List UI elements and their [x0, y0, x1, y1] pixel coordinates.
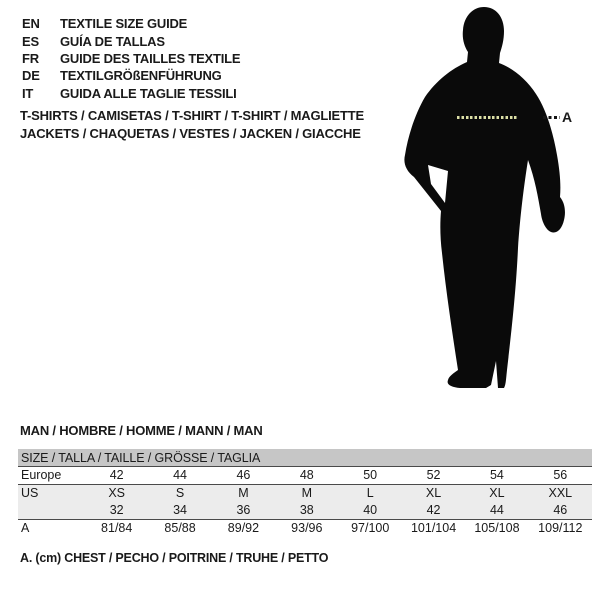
table-cell: 81/84 — [101, 521, 133, 536]
language-code: DE — [22, 68, 40, 84]
size-table — [18, 449, 592, 537]
language-list — [22, 15, 240, 102]
table-cell: 42 — [109, 468, 124, 483]
language-row-en — [22, 15, 240, 32]
chest-measure-dash-inner — [457, 116, 517, 119]
table-cell: 85/88 — [164, 521, 196, 536]
language-code: FR — [22, 50, 39, 66]
table-cell: 46 — [553, 503, 568, 518]
table-cell: XXL — [548, 486, 573, 501]
row-label: Europe — [21, 468, 62, 483]
table-cell: 36 — [236, 503, 251, 518]
table-cell: 46 — [236, 468, 251, 483]
language-row-it — [22, 85, 240, 102]
table-cell: 50 — [363, 468, 378, 483]
table-cell: 38 — [299, 503, 314, 518]
table-row-europe — [18, 467, 592, 485]
language-title: GUIDE DES TAILLES TEXTILE — [60, 50, 241, 66]
table-row-us — [18, 485, 592, 503]
language-code: ES — [22, 33, 39, 49]
table-cell: L — [366, 486, 374, 501]
table-cell: 34 — [173, 503, 188, 518]
table-cell: 56 — [553, 468, 568, 483]
language-title: GUIDA ALLE TAGLIE TESSILI — [60, 85, 237, 101]
man-silhouette-icon — [400, 5, 573, 390]
language-title: TEXTILGRÖßENFÜHRUNG — [60, 68, 222, 84]
table-cell: 40 — [363, 503, 378, 518]
table-cell: M — [238, 486, 249, 501]
table-cell: 44 — [489, 503, 504, 518]
table-cell: 52 — [426, 468, 441, 483]
table-cell: 93/96 — [291, 521, 323, 536]
table-cell: 44 — [173, 468, 188, 483]
table-cell: 109/112 — [538, 521, 583, 536]
section-title-man: MAN / HOMBRE / HOMME / MANN / MAN — [20, 423, 263, 438]
table-cell: 97/100 — [351, 521, 390, 536]
size-table-header: SIZE / TALLA / TAILLE / GRÖSSE / TAGLIA — [18, 449, 592, 467]
language-title: GUÍA DE TALLAS — [60, 33, 165, 49]
category-jackets: JACKETS / CHAQUETAS / VESTES / JACKEN / GIACCHE — [20, 126, 361, 141]
language-code: EN — [22, 16, 40, 32]
table-cell: 48 — [299, 468, 314, 483]
language-code: IT — [22, 85, 34, 101]
table-cell: XL — [489, 486, 505, 501]
table-cell: 101/104 — [410, 521, 457, 536]
table-cell: 89/92 — [227, 521, 260, 536]
table-cell: XS — [108, 486, 126, 501]
table-cell: 32 — [109, 503, 124, 518]
table-cell: 54 — [489, 468, 504, 483]
garment-categories — [20, 107, 364, 143]
footnote-chest: A. (cm) CHEST / PECHO / POITRINE / TRUHE / PETTO — [20, 551, 329, 565]
table-cell: S — [175, 486, 185, 501]
language-row-fr — [22, 50, 240, 67]
language-title: TEXTILE SIZE GUIDE — [60, 16, 188, 32]
chest-measure-dash-outer — [543, 116, 560, 119]
table-cell: 42 — [426, 503, 441, 518]
table-cell: M — [301, 486, 313, 501]
table-cell: 105/108 — [474, 521, 520, 536]
table-row-chest-a — [18, 520, 592, 538]
measure-label-a: A — [562, 109, 573, 125]
language-row-de — [22, 67, 240, 84]
man-silhouette-path — [404, 7, 565, 388]
table-row-us-numeric — [18, 502, 592, 520]
table-cell: XL — [425, 486, 442, 501]
category-tshirts: T-SHIRTS / CAMISETAS / T-SHIRT / T-SHIRT / MAGLIETTE — [20, 108, 364, 123]
row-label: A — [21, 521, 30, 536]
row-label: US — [21, 486, 39, 501]
man-silhouette-figure — [400, 5, 573, 390]
language-row-es — [22, 32, 240, 49]
